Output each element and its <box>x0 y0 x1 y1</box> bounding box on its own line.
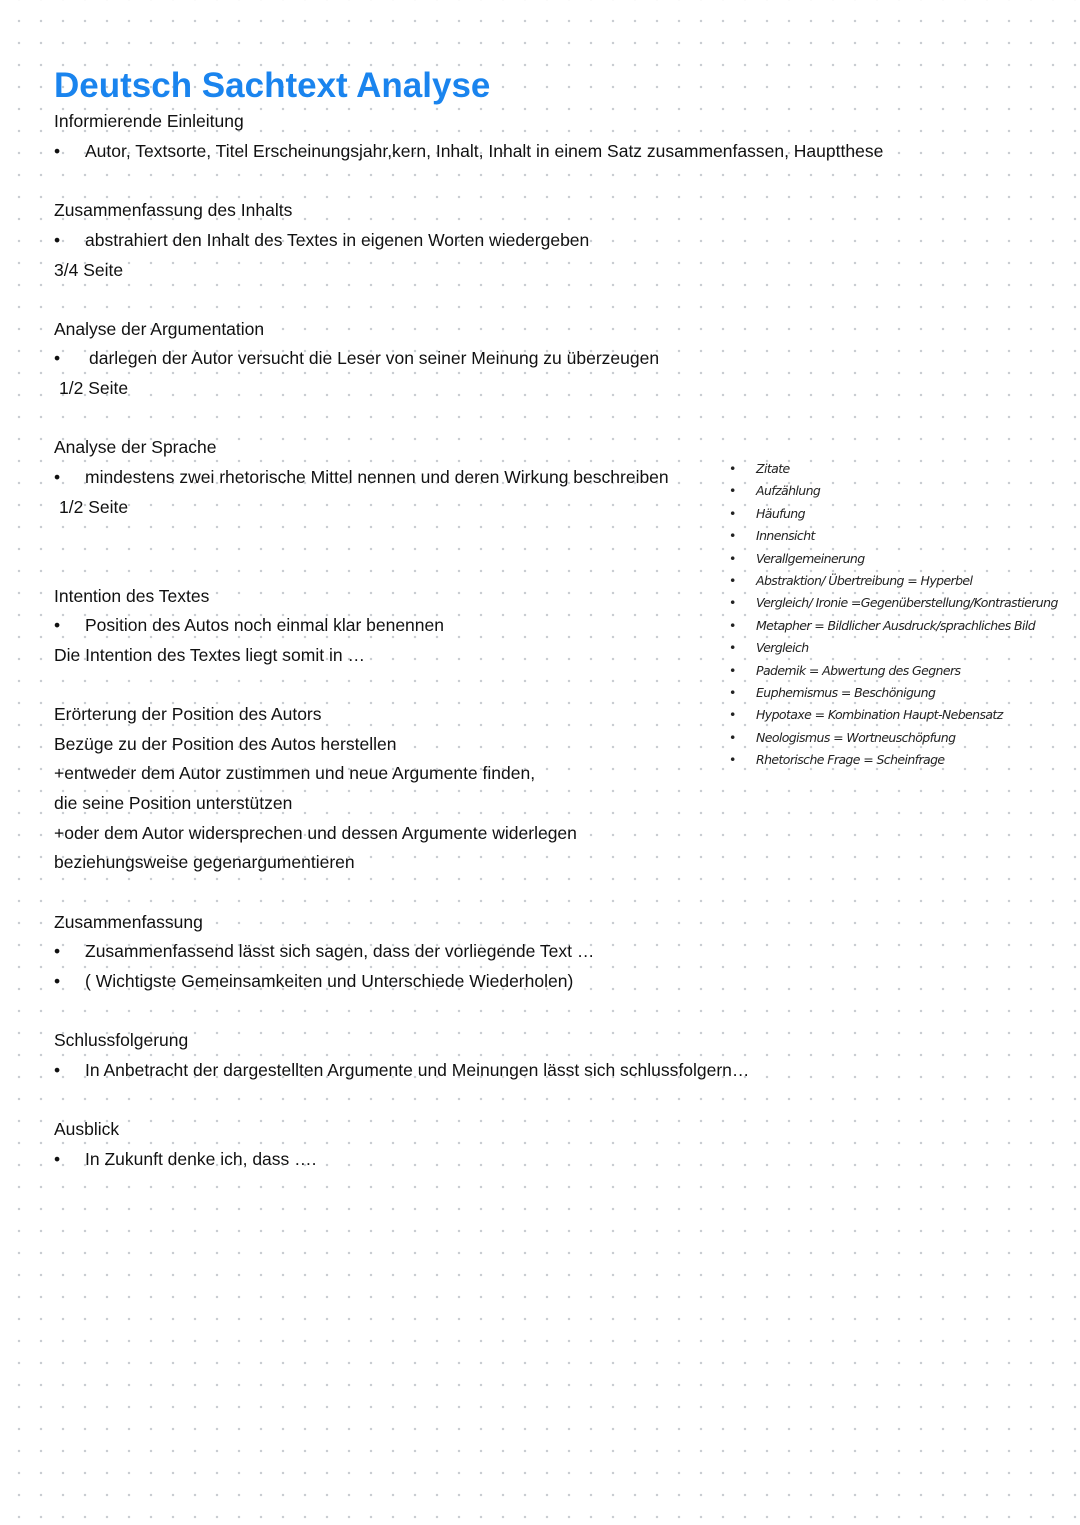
list-item <box>54 229 589 251</box>
section-heading-zusammenfassung: Zusammenfassung <box>54 912 203 932</box>
list-item-text: In Zukunft denke ich, dass …. <box>85 1149 317 1169</box>
list-item-text: Aufzählung <box>756 483 821 499</box>
list-item <box>729 592 1058 614</box>
list-item-text: mindestens zwei rhetorische Mittel nennen und deren Wirkung beschreiben <box>85 467 669 487</box>
list-item <box>729 458 1058 480</box>
list-item <box>54 140 883 162</box>
bullet-icon: • <box>729 729 736 745</box>
section-heading-sprache: Analyse der Sprache <box>54 437 217 457</box>
list-item-text: Abstraktion/ Übertreibung = Hyperbel <box>756 572 973 588</box>
rhetorical-devices-list <box>729 458 1058 771</box>
list-item-text: darlegen der Autor versucht die Leser von seiner Meinung zu überzeugen <box>89 348 660 368</box>
list-item-text: Hypotaxe = Kombination Haupt-Nebensatz <box>756 707 1003 723</box>
length-note: 1/2 Seite <box>59 378 129 398</box>
list-item <box>729 480 1058 502</box>
section-heading-argumentation: Analyse der Argumentation <box>54 319 265 339</box>
list-item-text: Zitate <box>756 461 790 476</box>
text-line: Bezüge zu der Position des Autos herstellen <box>54 734 397 754</box>
list-item-text: Häufung <box>756 505 805 521</box>
list-item <box>729 704 1058 726</box>
bullet-icon: • <box>54 230 61 250</box>
list-item-text: Pademik = Abwertung des Gegners <box>756 662 961 678</box>
list-item <box>54 466 669 488</box>
list-item <box>729 548 1058 570</box>
section-heading-ausblick: Ausblick <box>54 1119 120 1139</box>
list-item <box>54 940 594 962</box>
bullet-icon: • <box>729 640 736 656</box>
list-item-text: Position des Autos noch einmal klar benennen <box>85 615 444 635</box>
list-item-text: Metapher = Bildlicher Ausdruck/sprachliches Bild <box>756 617 1036 633</box>
bullet-icon: • <box>729 505 736 521</box>
list-item-text: ( Wichtigste Gemeinsamkeiten und Unterschiede Wiederholen) <box>85 971 574 991</box>
list-item <box>54 1148 317 1170</box>
bullet-icon: • <box>54 348 61 368</box>
bullet-icon: • <box>54 1149 61 1169</box>
bullet-icon: • <box>54 1060 61 1080</box>
page-title: Deutsch Sachtext Analyse <box>54 66 491 105</box>
bullet-icon: • <box>729 483 736 499</box>
bullet-icon: • <box>54 941 61 961</box>
bullet-icon: • <box>729 528 736 544</box>
list-item <box>729 503 1058 525</box>
list-item-text: Vergleich <box>756 640 809 656</box>
text-line: beziehungsweise gegenargumentieren <box>54 852 355 872</box>
list-item-text: Zusammenfassend lässt sich sagen, dass der vorliegende Text … <box>85 941 595 961</box>
list-item-text: abstrahiert den Inhalt des Textes in eigenen Worten wiedergeben <box>85 230 590 250</box>
list-item-text: Verallgemeinerung <box>756 550 865 566</box>
list-item-text: Vergleich/ Ironie =Gegenüberstellung/Kontrastierung <box>756 595 1058 611</box>
list-item-text: Neologismus = Wortneuschöpfung <box>756 729 956 745</box>
text-line: die seine Position unterstützen <box>54 793 293 813</box>
list-item <box>54 614 444 636</box>
list-item <box>729 682 1058 704</box>
bullet-icon: • <box>729 461 736 476</box>
bullet-icon: • <box>54 141 61 161</box>
length-note: 3/4 Seite <box>54 260 124 280</box>
list-item <box>729 727 1058 749</box>
text-line: +entweder dem Autor zustimmen und neue Argumente finden, <box>54 763 536 783</box>
intention-note: Die Intention des Textes liegt somit in … <box>54 645 365 665</box>
bullet-icon: • <box>729 617 736 633</box>
bullet-icon: • <box>729 595 736 611</box>
length-note: 1/2 Seite <box>59 497 129 517</box>
list-item <box>729 749 1058 771</box>
bullet-icon: • <box>729 684 736 700</box>
list-item <box>54 1059 749 1081</box>
bullet-icon: • <box>729 662 736 678</box>
section-heading-inhalt: Zusammenfassung des Inhalts <box>54 200 293 220</box>
bullet-icon: • <box>729 707 736 723</box>
list-item-text: In Anbetracht der dargestellten Argumente und Meinungen lässt sich schlussfolgern… <box>85 1060 750 1080</box>
list-item <box>729 615 1058 637</box>
list-item <box>729 637 1058 659</box>
list-item <box>54 970 573 992</box>
bullet-icon: • <box>729 752 736 768</box>
list-item <box>729 570 1058 592</box>
bullet-icon: • <box>54 615 61 635</box>
section-heading-schluss: Schlussfolgerung <box>54 1030 189 1050</box>
list-item-text: Innensicht <box>756 528 815 544</box>
list-item <box>54 347 659 369</box>
list-item-text: Rhetorische Frage = Scheinfrage <box>756 752 945 768</box>
list-item <box>729 525 1058 547</box>
bullet-icon: • <box>54 971 61 991</box>
section-heading-intention: Intention des Textes <box>54 586 210 606</box>
bullet-icon: • <box>54 467 61 487</box>
bullet-icon: • <box>729 550 736 566</box>
list-item-text: Euphemismus = Beschönigung <box>756 684 936 700</box>
list-item-text: Autor, Textsorte, Titel Erscheinungsjahr,kern, Inhalt, Inhalt in einem Satz zusammenfassen, Hauptthese <box>85 141 884 161</box>
list-item <box>729 660 1058 682</box>
text-line: +oder dem Autor widersprechen und dessen Argumente widerlegen <box>54 823 577 843</box>
section-heading-eroerterung: Erörterung der Position des Autors <box>54 704 322 724</box>
section-heading-einleitung: Informierende Einleitung <box>54 111 244 131</box>
bullet-icon: • <box>729 572 736 588</box>
